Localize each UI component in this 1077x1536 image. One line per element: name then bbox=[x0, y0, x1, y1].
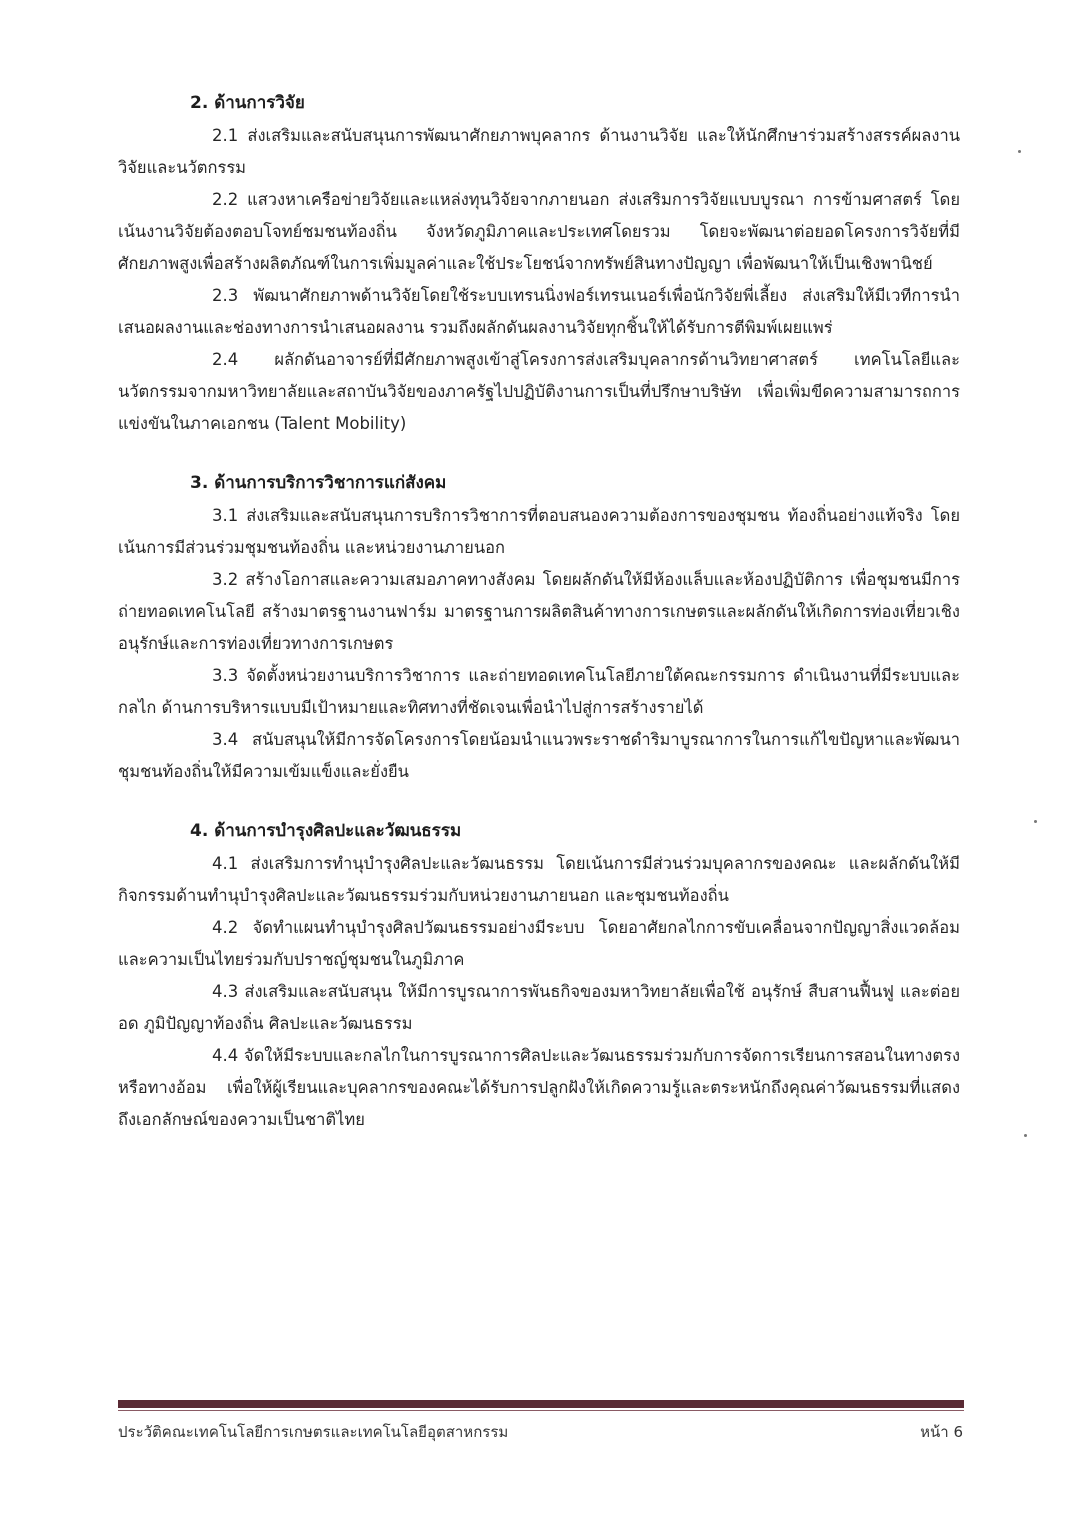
page-number: หน้า 6 bbox=[920, 1423, 963, 1441]
paragraph: 3.4 สนับสนุนให้มีการจัดโครงการโดยน้อมนำแนวพระราชดำริมาบูรณาการในการแก้ไขปัญหาและพัฒนาชุมชนท้องถิ่นให้มีความเข้มแข็งและยั่งยืน bbox=[118, 730, 960, 781]
paragraph: 2.2 แสวงหาเครือข่ายวิจัยและแหล่งทุนวิจัยจากภายนอก ส่งเสริมการวิจัยแบบบูรณา การข้ามศาสตร์ โดยเน้นงานวิจัยต้องตอบโจทย์ชมชนท้องถิ่น จังหวัดภูมิภาคและประเทศโดยรวม โดยจะพัฒนาต่อยอดโครงการวิจัยที่มีศักยภาพสูงเพื่อสร้างผลิตภัณฑ์ในการเพิ่มมูลค่าและใช้ประโยชน์จากทรัพย์สินทางปัญญา เพื่อพัฒนาให้เป็นเชิงพานิชย์ bbox=[118, 190, 960, 273]
paragraph: 2.3 พัฒนาศักยภาพด้านวิจัยโดยใช้ระบบเทรนนิ่งฟอร์เทรนเนอร์เพื่อนักวิจัยพี่เลี้ยง ส่งเสริมให้มีเวทีการนำเสนอผลงานและช่องทางการนำเสนอผลงาน รวมถึงผลักดันผลงานวิจัยทุกชิ้นให้ได้รับการตีพิมพ์เผยแพร่ bbox=[118, 286, 960, 337]
paragraph: 2.1 ส่งเสริมและสนับสนุนการพัฒนาศักยภาพบุคลากร ด้านงานวิจัย และให้นักศึกษาร่วมสร้างสรรค์ผลงานวิจัยและนวัตกรรม bbox=[118, 126, 960, 177]
footer-divider bbox=[118, 1400, 964, 1408]
section-heading: 2. ด้านการวิจัย bbox=[190, 93, 305, 113]
document-body bbox=[118, 86, 960, 1162]
paragraph: 3.3 จัดตั้งหน่วยงานบริการวิชาการ และถ่ายทอดเทคโนโลยีภายใต้คณะกรรมการ ดำเนินงานที่มีระบบและกลไก ด้านการบริหารแบบมีเป้าหมายและทิศทางที่ชัดเจนเพื่อนำไปสู่การสร้างรายได้ bbox=[118, 666, 960, 717]
footer-divider-thin bbox=[118, 1410, 964, 1411]
section-arts-culture bbox=[118, 814, 960, 1136]
paragraph: 4.2 จัดทำแผนทำนุบำรุงศิลปวัฒนธรรมอย่างมีระบบ โดยอาศัยกลไกการขับเคลื่อนจากปัญญาสิ่งแวดล้อม และความเป็นไทยร่วมกับปราชญ์ชุมชนในภูมิภาค bbox=[118, 918, 960, 969]
scan-speck bbox=[1018, 150, 1021, 153]
scan-speck bbox=[1034, 820, 1037, 823]
scan-speck bbox=[1024, 1134, 1027, 1137]
footer-title: ประวัติคณะเทคโนโลยีการเกษตรและเทคโนโลยีอุตสาหกรรม bbox=[118, 1423, 509, 1441]
paragraph: 2.4 ผลักดันอาจารย์ที่มีศักยภาพสูงเข้าสู่โครงการส่งเสริมบุคลากรด้านวิทยาศาสตร์ เทคโนโลยีและนวัตกรรมจากมหาวิทยาลัยและสถาบันวิจัยของภาครัฐไปปฏิบัติงานการเป็นที่ปรึกษาบริษัท เพื่อเพิ่มขีดความสามารถการแข่งขันในภาคเอกชน (Talent Mobility) bbox=[118, 350, 960, 433]
section-academic-service bbox=[118, 466, 960, 788]
section-heading: 3. ด้านการบริการวิชาการแก่สังคม bbox=[190, 473, 447, 493]
paragraph: 4.4 จัดให้มีระบบและกลไกในการบูรณาการศิลปะและวัฒนธรรมร่วมกับการจัดการเรียนการสอนในทางตรงหรือทางอ้อม เพื่อให้ผู้เรียนและบุคลากรของคณะได้รับการปลูกฝังให้เกิดความรู้และตระหนักถึงคุณค่าวัฒนธรรมที่แสดงถึงเอกลักษณ์ของความเป็นชาติไทย bbox=[118, 1046, 960, 1129]
paragraph: 4.1 ส่งเสริมการทำนุบำรุงศิลปะและวัฒนธรรม โดยเน้นการมีส่วนร่วมบุคลากรของคณะ และผลักดันให้มีกิจกรรมด้านทำนุบำรุงศิลปะและวัฒนธรรมร่วมกับหน่วยงานภายนอก และชุมชนท้องถิ่น bbox=[118, 854, 960, 905]
paragraph: 3.1 ส่งเสริมและสนับสนุนการบริการวิชาการที่ตอบสนองความต้องการของชุมชน ท้องถิ่นอย่างแท้จริง โดยเน้นการมีส่วนร่วมชุมชนท้องถิ่น และหน่วยงานภายนอก bbox=[118, 506, 960, 557]
section-research bbox=[118, 86, 960, 440]
paragraph: 4.3 ส่งเสริมและสนับสนุน ให้มีการบูรณาการพันธกิจของมหาวิทยาลัยเพื่อใช้ อนุรักษ์ สืบสานฟื้นฟู และต่อยอด ภูมิปัญญาท้องถิ่น ศิลปะและวัฒนธรรม bbox=[118, 982, 960, 1033]
paragraph: 3.2 สร้างโอกาสและความเสมอภาคทางสังคม โดยผลักดันให้มีห้องแล็บและห้องปฏิบัติการ เพื่อชุมชนมีการถ่ายทอดเทคโนโลยี สร้างมาตรฐานงานฟาร์ม มาตรฐานการผลิตสินค้าทางการเกษตรและผลักดันให้เกิดการท่องเที่ยวเชิงอนุรักษ์และการท่องเที่ยวทางการเกษตร bbox=[118, 570, 960, 653]
section-heading: 4. ด้านการบำรุงศิลปะและวัฒนธรรม bbox=[190, 821, 462, 841]
